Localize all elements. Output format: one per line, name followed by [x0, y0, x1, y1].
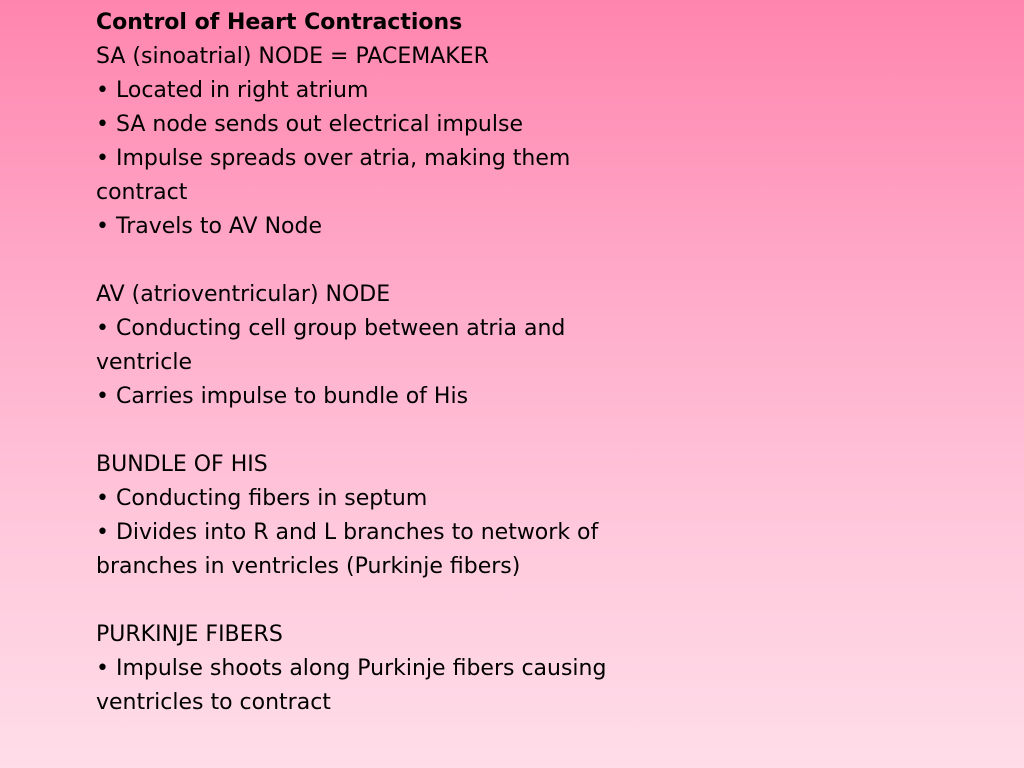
section-sa-node	[96, 40, 656, 244]
bullet-item: • Divides into R and L branches to network of branches in ventricles (Purkinje fibers)	[96, 516, 656, 584]
bullet-item: • Conducting fibers in septum	[96, 482, 656, 516]
slide-body	[96, 6, 656, 720]
section-heading: PURKINJE FIBERS	[96, 622, 283, 647]
bullet-item: • Located in right atrium	[96, 74, 656, 108]
bullet-item: • Impulse shoots along Purkinje fibers causing ventricles to contract	[96, 652, 656, 720]
section-heading: SA (sinoatrial) NODE = PACEMAKER	[96, 44, 489, 69]
bullet-item: • Conducting cell group between atria and ventricle	[96, 312, 656, 380]
bullet-item: • Carries impulse to bundle of His	[96, 380, 656, 414]
section-purkinje-fibers	[96, 618, 656, 720]
bullet-item: • Travels to AV Node	[96, 210, 656, 244]
slide-title: Control of Heart Contractions	[96, 10, 463, 35]
section-heading: AV (atrioventricular) NODE	[96, 282, 391, 307]
section-bundle-of-his	[96, 448, 656, 584]
bullet-item: • Impulse spreads over atria, making them contract	[96, 142, 656, 210]
section-heading: BUNDLE OF HIS	[96, 452, 268, 477]
bullet-item: • SA node sends out electrical impulse	[96, 108, 656, 142]
section-av-node	[96, 278, 656, 414]
